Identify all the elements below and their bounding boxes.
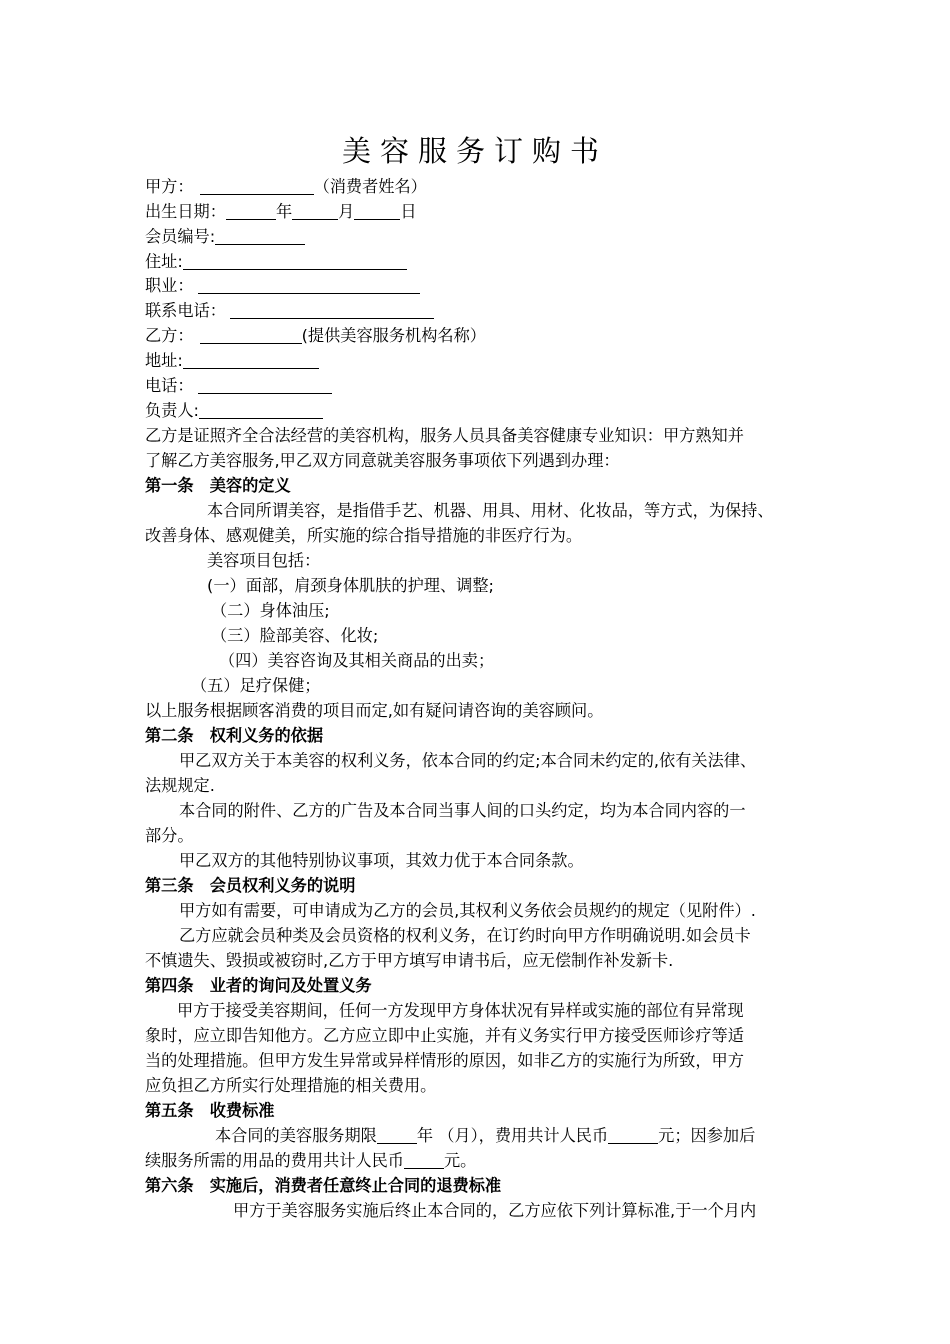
address-blank [183,252,407,270]
occupation-line: 职业： [145,274,825,299]
article-6-heading: 第六条 实施后，消费者任意终止合同的退费标准 [145,1176,502,1195]
document-title: 美容服务订购书 [341,134,608,168]
beauty-item-2: （二）身体油压; [211,601,330,620]
phone-line: 联系电话： [145,299,825,324]
article-4-heading: 第四条 业者的询问及处置义务 [145,976,372,995]
member-number-blank [215,227,305,245]
article-4-line-3: 当的处理措施。但甲方发生异常或异样情形的原因，如非乙方的实施行为所致，甲方 [145,1051,744,1070]
party-b-address-blank [183,351,319,369]
service-period-blank [377,1126,417,1144]
party-b-phone-blank [198,376,332,394]
article-5-line-2: 续服务所需的用品的费用共计人民币 元。 [145,1151,477,1170]
birth-year-blank [226,202,276,220]
article-1-paragraph-line-2: 改善身体、感观健美，所实施的综合指导措施的非医疗行为。 [145,526,583,545]
article-2-line-4: 部分。 [145,826,194,845]
article-5-heading: 第五条 收费标准 [145,1101,275,1120]
beauty-item-1: (一）面部，肩颈身体肌肤的护理、调整; [207,576,494,595]
article-2-line-3: 本合同的附件、乙方的广告及本合同当事人间的口头约定，均为本合同内容的一 [179,801,746,820]
supplies-fee-blank [404,1151,444,1169]
article-3-line-1: 甲方如有需要，可申请成为乙方的会员,其权利义务依会员规约的规定（见附件）. [179,901,756,920]
phone-blank [230,301,434,319]
preamble-line-2: 了解乙方美容服务,甲乙双方同意就美容服务事项依下列遇到办理： [145,451,620,470]
article-2-line-2: 法规规定. [145,776,215,795]
party-b-address-line: 地址: [145,349,825,374]
party-b-phone-line: 电话： [145,374,825,399]
article-1-paragraph-line-1: 本合同所谓美容，是指借手艺、机器、用具、用材、化妆品，等方式，为保持、 [207,501,774,520]
party-b-line: 乙方： (提供美容服务机构名称） [145,326,486,345]
total-fee-blank [608,1126,658,1144]
occupation-blank [198,276,420,294]
responsible-person-blank [199,401,323,419]
birth-month-blank [292,202,338,220]
article-3-heading: 第三条 会员权利义务的说明 [145,876,356,895]
article-4-line-4: 应负担乙方所实行处理措施的相关费用。 [145,1076,437,1095]
article-2-line-5: 甲乙双方的其他特别协议事项，其效力优于本合同条款。 [179,851,584,870]
article-5-line-1: 本合同的美容服务期限 年 （月），费用共计人民币 元；因参加后 [215,1126,756,1145]
party-a-name-blank [200,177,314,195]
article-2-line-1: 甲乙双方关于本美容的权利义务，依本合同的约定;本合同未约定的,依有关法律、 [179,751,757,770]
article-4-line-1: 甲方于接受美容期间，任何一方发现甲方身体状况有异样或实施的部位有异常现 [177,1001,744,1020]
address-line: 住址: [145,250,825,275]
responsible-person-line: 负责人: [145,399,825,424]
birth-day-blank [354,202,400,220]
article-3-line-2: 乙方应就会员种类及会员资格的权利义务，在订约时向甲方作明确说明.如会员卡 [179,926,751,945]
article-3-line-3: 不慎遗失、毁损或被窃时,乙方于甲方填写申请书后，应无偿制作补发新卡. [145,951,674,970]
preamble-line-1: 乙方是证照齐全合法经营的美容机构，服务人员具备美容健康专业知识：甲方熟知并 [145,426,744,445]
member-number-line: 会员编号: [145,225,825,250]
party-b-name-blank [200,326,302,344]
party-a-line: 甲方： （消费者姓名） [145,177,427,196]
beauty-items-intro: 美容项目包括： [207,551,321,570]
article-6-line-1: 甲方于美容服务实施后终止本合同的，乙方应依下列计算标准,于一个月内 [233,1201,757,1220]
beauty-item-4: （四）美容咨询及其相关商品的出卖； [219,651,495,670]
beauty-item-5: （五）足疗保健； [191,676,321,695]
article-1-heading: 第一条 美容的定义 [145,476,291,495]
birth-date-line: 出生日期： 年 月 日 [145,202,417,221]
beauty-item-3: （三）脸部美容、化妆; [211,626,379,645]
beauty-items-note: 以上服务根据顾客消费的项目而定,如有疑问请咨询的美容顾问。 [145,701,604,720]
article-2-heading: 第二条 权利义务的依据 [145,726,324,745]
article-4-line-2: 象时，应立即告知他方。乙方应立即中止实施，并有义务实行甲方接受医师诊疗等适 [145,1026,744,1045]
